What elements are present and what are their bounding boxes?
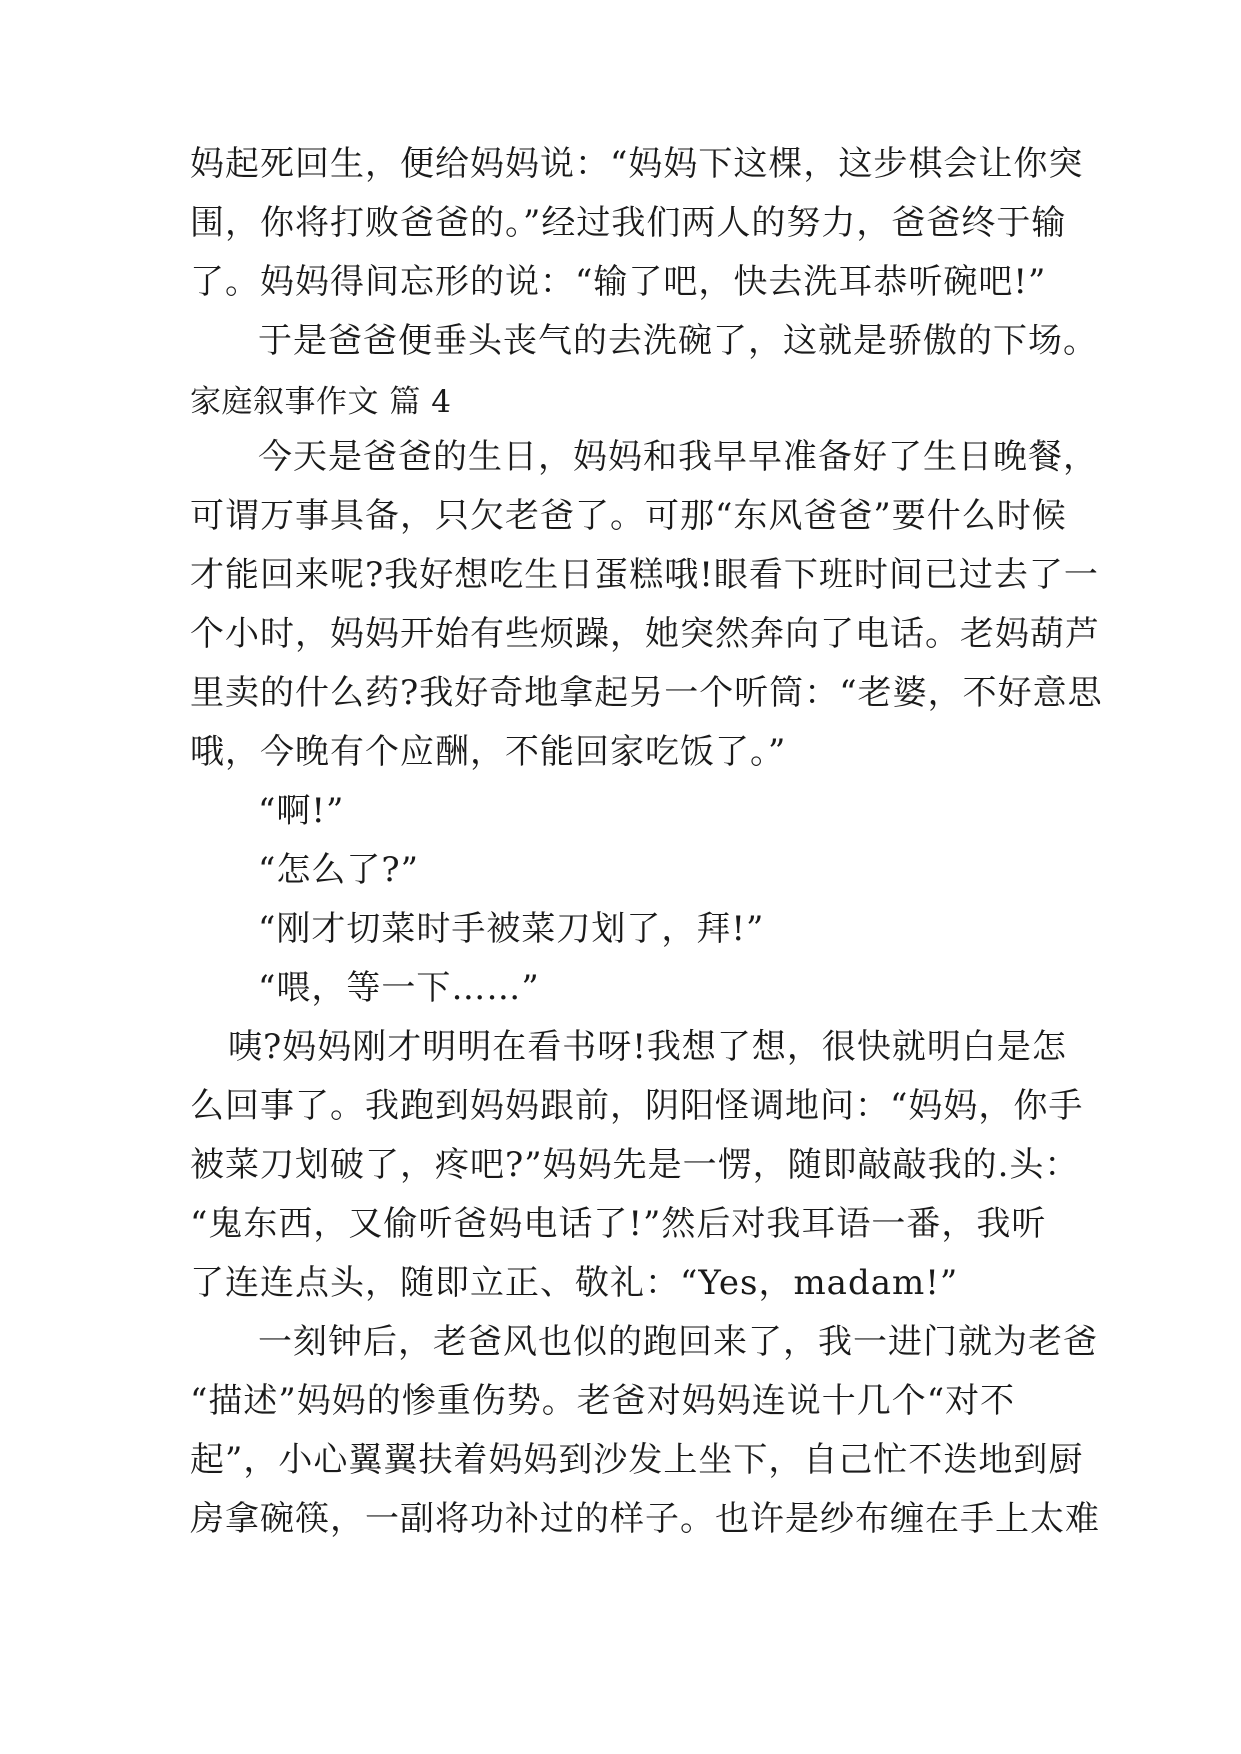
paragraph-line: 哦，今晚有个应酬，不能回家吃饭了。” (190, 732, 787, 772)
paragraph-line: 里卖的什么药?我好奇地拿起另一个听筒：“老婆，不好意思 (190, 673, 1103, 713)
section-heading: 家庭叙事作文 篇 4 (190, 384, 452, 420)
dialogue-line: “啊!” (258, 791, 345, 831)
paragraph-line: 一刻钟后，老爸风也似的跑回来了，我一进门就为老爸 (258, 1322, 1098, 1362)
paragraph-line: 才能回来呢?我好想吃生日蛋糕哦!眼看下班时间已过去了一 (190, 555, 1099, 595)
paragraph-line: 个小时，妈妈开始有些烦躁，她突然奔向了电话。老妈葫芦 (190, 614, 1100, 654)
paragraph-line: 了。妈妈得间忘形的说：“输了吧，快去洗耳恭听碗吧!” (190, 262, 1047, 302)
dialogue-line: “刚才切菜时手被菜刀划了，拜!” (258, 909, 765, 949)
paragraph-line: 咦?妈妈刚才明明在看书呀!我想了想，很快就明白是怎 (228, 1027, 1067, 1067)
paragraph-line: 起”，小心翼翼扶着妈妈到沙发上坐下，自己忙不迭地到厨 (190, 1440, 1084, 1480)
paragraph-line: 么回事了。我跑到妈妈跟前，阴阳怪调地问：“妈妈，你手 (190, 1086, 1084, 1126)
paragraph-line: 围，你将打败爸爸的。”经过我们两人的努力，爸爸终于输 (190, 203, 1067, 243)
paragraph-line: 今天是爸爸的生日，妈妈和我早早准备好了生日晚餐， (258, 437, 1098, 477)
dialogue-line: “怎么了?” (258, 850, 419, 890)
paragraph-line: 妈起死回生，便给妈妈说：“妈妈下这棵，这步棋会让你突 (190, 144, 1084, 184)
paragraph-line: 房拿碗筷，一副将功补过的样子。也许是纱布缠在手上太难 (190, 1499, 1100, 1539)
paragraph-line: “描述”妈妈的惨重伤势。老爸对妈妈连说十几个“对不 (190, 1381, 1016, 1421)
paragraph-line: 于是爸爸便垂头丧气的去洗碗了，这就是骄傲的下场。 (258, 321, 1098, 361)
paragraph-line: 了连连点头，随即立正、敬礼：“Yes，madam!” (190, 1263, 959, 1303)
paragraph-line: “鬼东西，又偷听爸妈电话了!”然后对我耳语一番，我听 (190, 1204, 1047, 1244)
dialogue-line: “喂，等一下……” (258, 968, 540, 1008)
paragraph-line: 被菜刀划破了，疼吧?”妈妈先是一愣，随即敲敲我的.头： (190, 1145, 1080, 1185)
paragraph-line: 可谓万事具备，只欠老爸了。可那“东风爸爸”要什么时候 (190, 496, 1067, 536)
